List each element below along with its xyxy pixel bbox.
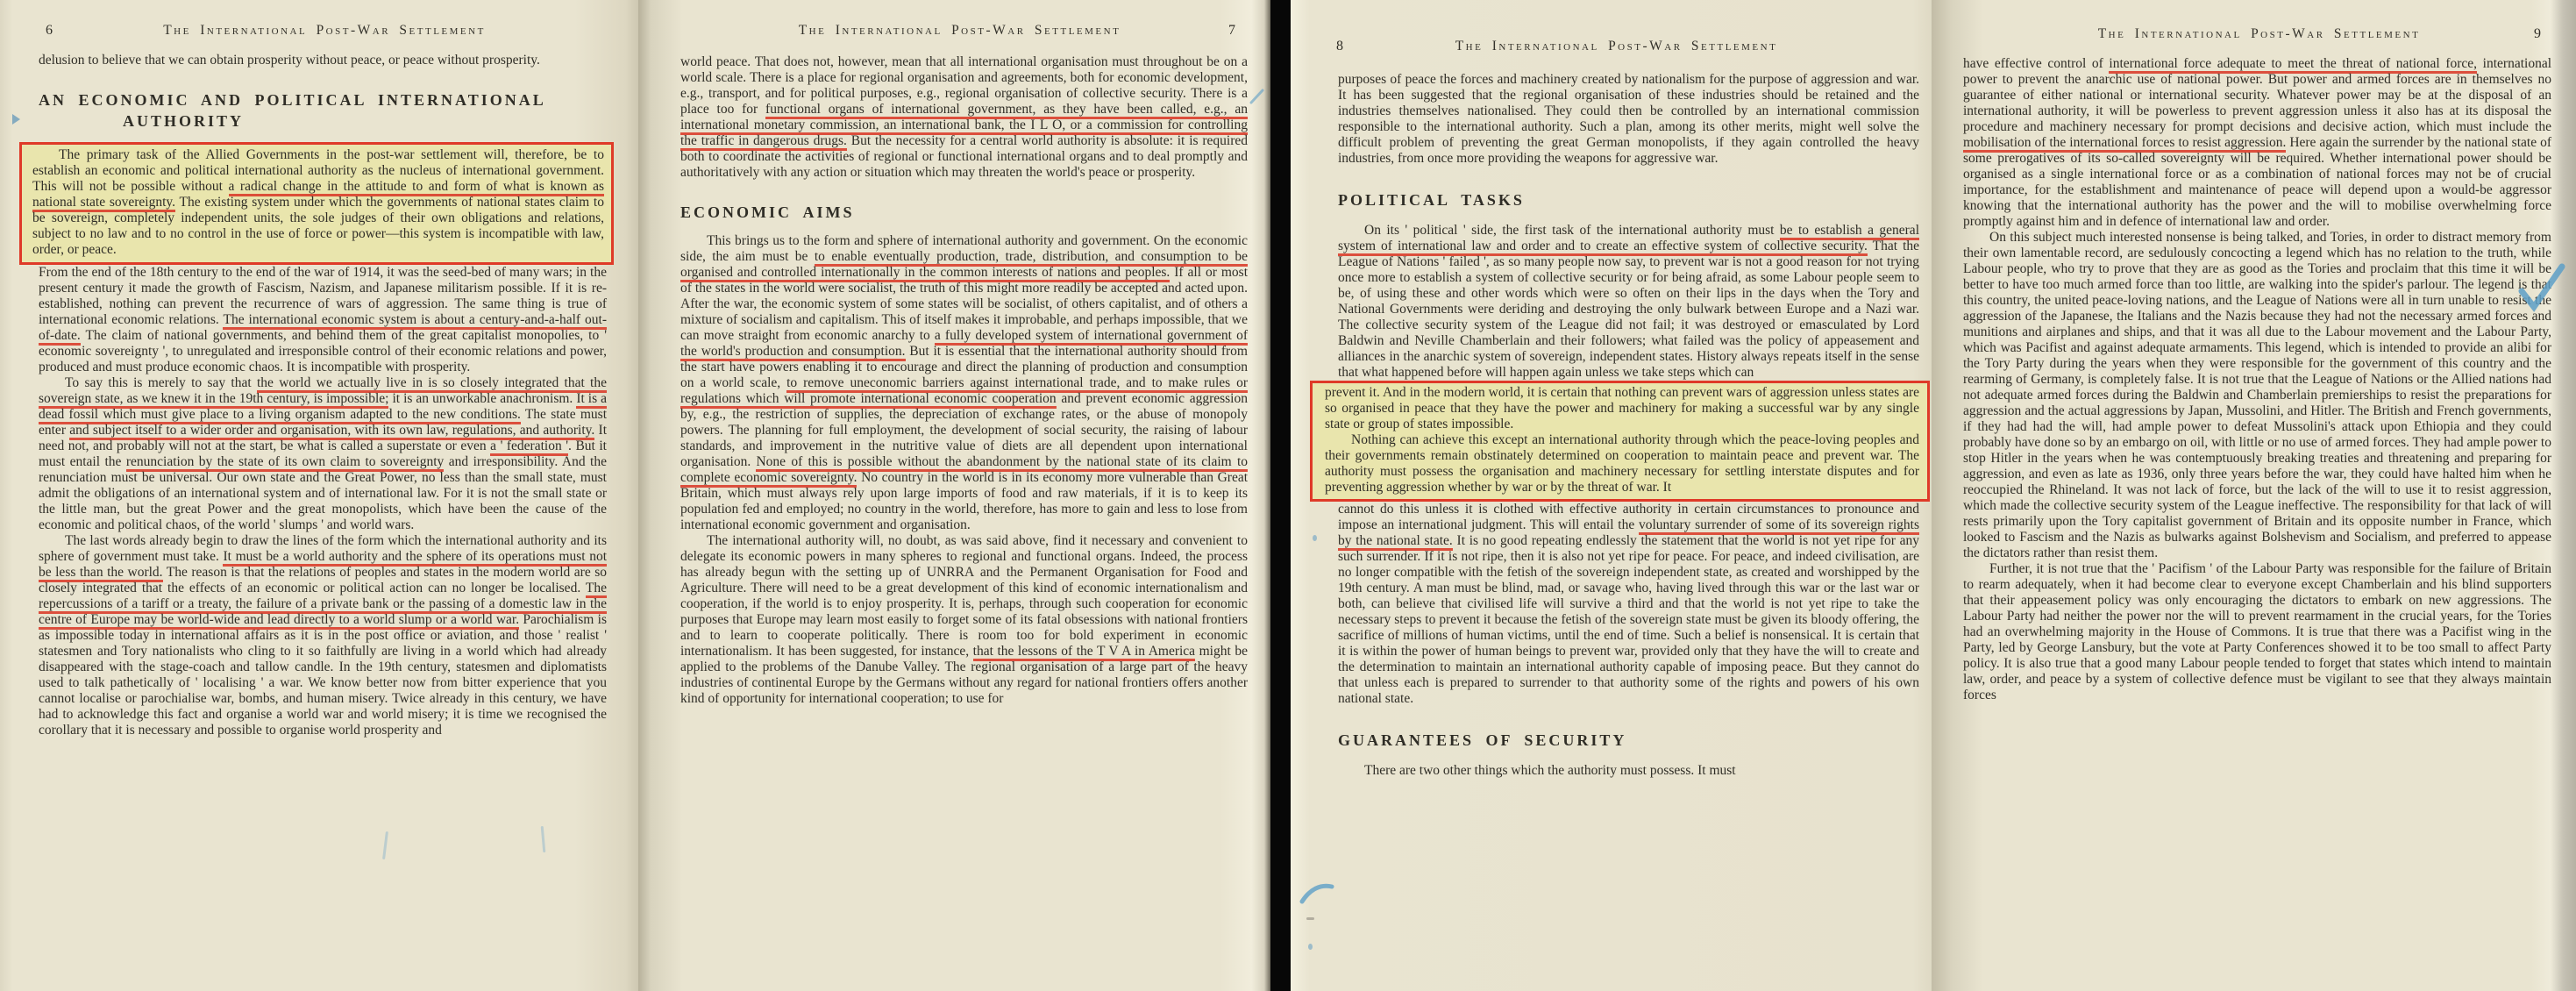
body-text-segment: world peace. That does not, however, mean that all international organisation must throughout be on a world scale. There is a place for regional organisation and agreements, both for economic development, e.g., transport, and for political purposes, e.g., regional organisation of collective security. There is a place too for [680,54,1248,117]
body-text-segment: delusion to believe that we can obtain prosperity without peace, or peace without prosperity. [39,53,540,68]
body-text-segment: Nothing can achieve this except an international authority through which the peace-loving peoples and their governments remain obstinately determined on cooperation to maintain peace and prevent war. The authority must possess the organisation and machinery necessary for settling interstate disputes and for preventing aggression whether by war or by the threat of war. It [1325,432,1919,495]
page-7 [638,0,1270,991]
red-underlined-phrase: a radical change in the attitude to and form of what is known as national state sovereignty. [32,179,604,212]
page-number: 9 [2534,26,2541,41]
body-text-segment: Parochialism is as impossible today in international affairs as it is in the post office or aviation, and those ' realist ' statesmen and Tory nationalists who cling to it so faithfully are living in a world which had already disappeared with the stage-coach and tallow candle. In the 19th century, statesmen and diplomatists used to talk pathetically of ' localising ' a war. We know better now from bitter experience that you cannot localise or parochialise war, bombs, and human misery. Twice already in this century, we have had to acknowledge this fact and organise a world war and world misery; it is time we recognised the corollary that it is necessary and possible to organise world prosperity and [39,612,607,738]
running-title: The International Post-War Settlement [2097,26,2421,41]
red-underlined-phrase: voluntary surrender of some of its sovereign rights by the national state. [1338,517,1919,551]
paragraph [1325,385,1919,432]
red-underlined-phrase: to enable eventually production, trade, distribution, and consumption to be organised and controlled internationally in the common interests of nations and peoples. [680,249,1248,282]
body-text-segment: This brings us to the form and sphere of international authority and government. On the economic side, the aim must be [680,233,1248,264]
red-underlined-phrase: be to establish a general system of international law and order and to create an effective system of collective security. [1338,223,1919,256]
red-underlined-phrase: the world we actually live in is so closely integrated that the sovereign state, as we knew it in the 19th century, is impossible; [39,375,607,409]
section-heading [1338,189,1919,210]
body-text-segment: The last words already begin to draw the lines of the form which the international authority and its sphere of government must take. [39,533,607,564]
red-underlined-phrase: and subject itself to a wider order and organisation, with its own law, regulations, and authority. [69,423,594,440]
paragraph [39,533,607,738]
paragraph [680,533,1248,707]
paragraph [680,54,1248,181]
red-underlined-phrase: to remove uneconomic barriers against international trade, and to make rules or regulations which will promote international economic cooperation [680,375,1248,409]
running-head [638,23,1270,39]
page-body [32,53,608,738]
body-text-segment: But it is essential that the international authority should from the start have powers enabling it to encourage and direct the planning of production and consumption on a world scale, [680,344,1248,390]
paragraph [39,53,607,68]
section-heading [39,89,607,132]
body-text-segment: it is an unworkable anachronism. [388,391,577,406]
body-text-segment: international power to prevent the anarchic use of national power. But power and armed forces are in themselves no guarantee of either national or international security. Whatever power may be at the disposal of an international authority, it will be powerless to prevent aggression unless it also has at its disposal the procedure and machinery necessary for prompt decisions and decisive action, which must include the [1963,56,2552,134]
paragraph [1963,561,2551,703]
red-underlined-phrase: mobilisation of the international forces to resist aggression. [1963,135,2286,153]
red-underlined-phrase: a fully developed system of international government of the world's production and consumption. [680,328,1248,361]
body-text-segment: . But it must entail the [39,438,607,469]
running-title: The International Post-War Settlement [798,23,1121,38]
paragraph [39,265,607,375]
page-body [1963,56,2551,703]
body-text-segment: On its ' political ' side, the first task of the international authority must [1364,223,1780,238]
body-text-segment: The international authority will, no doubt, as was said above, find it necessary and convenient to delegate its economic powers in many spheres to regional and functional organs. Indeed, the process has already begun with the setting up of UNRRA and the Permanent Organisation for Food and Agriculture. There will need to be a great development of this kind of economic internationalism and cooperation, if the world is to enjoy prosperity. It is, perhaps, through such cooperation for economic purposes that Europe may learn most easily to forget some of its fatal obsessions with national frontiers and to learn to cooperate politically. There is room too for bold experiment in economic internationalism. It has been suggested, for instance, [680,533,1248,659]
red-underlined-phrase: It is a dead fossil which must give place to a living organism adapted to the new conditions. [39,391,607,424]
paragraph [39,375,607,533]
page-6 [0,0,638,991]
red-underlined-phrase: international force adequate to meet the threat of national force, [2109,56,2477,74]
section-heading [1338,730,1919,751]
running-head [1932,26,2576,42]
body-text-segment: The claim of national governments, and behind them of the great capitalist monopolies, to ' economic sovereignty ', to unregulated and irresponsible control of their economic relations and power, produced and must produce economic chaos. It is incompatible with prosperity. [39,328,607,374]
red-underlined-phrase: functional organs of international government, as they have been called, e.g., an international monetary commission, an international bank, the I L O, or a commission for controlling the traffic in dangerous drugs. [680,102,1248,151]
red-underlined-phrase: It must be a world authority and the sphere of its operations must not be less than the world. [39,549,607,582]
page-body [680,54,1248,707]
red-highlight-box [19,142,614,265]
body-text-segment: and prevent economic aggression by, e.g., the restriction of supplies, the depreciation of exchange rates, or the abuse of monopoly powers. The planning for full employment, the development of social security, the raising of labour standards, and improvement in the nutritive value of diets are all dependent upon international organisation. [680,391,1248,469]
body-text-segment: cannot do this unless it is clothed with effective authority in certain circumstances to pronounce and impose an international judgment. This will entail the [1338,502,1919,532]
red-highlight-box [1310,381,1930,502]
red-underlined-phrase: The international economic system is about a century-and-a-half out-of-date. [39,312,607,346]
paragraph [1338,72,1919,167]
page-number: 6 [46,23,53,38]
body-text-segment: and irresponsibility. And the renunciation must be universal. Our own state and the Great Power, no less than the small state, must admit the obligations of an international system and of international law. For it is not the small state or the little man, but the great Power and the great monopolists, which have been the cause of the economic and political chaos, of the world ' slumps ' and world wars. [39,454,607,532]
section-heading-line: ECONOMIC AIMS [680,203,855,221]
section-heading-line: POLITICAL TASKS [1338,191,1525,209]
page-9 [1932,0,2576,991]
body-text-segment: The reason is that the relations of peoples and states in the modern world are so closely integrated that the effects of an economic or political action can no longer be localised. [39,565,607,595]
body-text-segment: That the League of Nations ' failed ', as so many people now say, to prevent war is not a good reason for not trying once more to establish a system of collective security or for being afraid, as some Labour people seem to be, of using these and other words which were so often on their lips in the days when the Tory and National Governments were deriding and destroying the only bulwark between Europe and a Nazi war. The collective security system of the League did not fail; it was destroyed or emasculated by Lord Baldwin and Neville Chamberlain and their followers; what failed was the policy of appeasement and alliances in the anarchic system of sovereign, independent states. History always repeats itself in the sense that what happened before will happen again unless we take steps which can [1338,239,1920,380]
body-text-segment: purposes of peace the forces and machinery created by nationalism for the purpose of aggression and war. It has been suggested that the regional organisation of these industries should be retained and the industries themselves nationalised. They could then be controlled by an international commission responsible to the international authority. Such a plan, among its other merits, might well solve the difficult problem of preventing the great German monopolists, if they again controlled the heavy industries, from once more providing the weapons for aggressive war. [1338,72,1919,166]
running-head [1291,39,1932,54]
body-text-segment: Further, it is not true that the ' Pacifism ' of the Labour Party was responsible for the failure of Britain to rearm adequately, when it had become clear to everyone except Chamberlain and his blind supporters that their appeasement policy was only encouraging the dictators to embark on new aggressions. The Labour Party had neither the power nor the will to prevent rearmament in the crucial years, for the Tories had an overwhelming majority in the House of Commons. It is true that there was a Pacifist wing in the Party, led by George Lansbury, but the vote at Party Conferences showed it to be too small to affect Party policy. It is also true that a good many Labour people tended to forget that states which intend to maintain law, order, and peace by a system of collective defence must be vigilant to see that they always maintain forces [1963,561,2551,702]
body-text-segment: From the end of the 18th century to the end of the war of 1914, it was the seed-bed of many wars; in the present century it made the growth of Fascism, Nazism, and Japanese militarism possible. If it is re-established, nothing can prevent the recurrence of wars of aggression. The same thing is true of international economic relations. [39,265,607,327]
paragraph [1325,432,1919,496]
page-number: 8 [1336,39,1343,53]
body-text-segment: The state must enter [39,407,608,438]
red-underlined-phrase: The repercussions of a tariff or a treaty, the failure of a private bank or the passing of a domestic law in the centre of Europe may be world-wide and lead directly to a world slump or a world war. [39,581,607,630]
red-underlined-phrase: that the lessons of the T V A in America [973,644,1195,661]
running-head [0,23,638,39]
section-heading-line: AN ECONOMIC AND POLITICAL INTERNATIONAL [39,91,546,109]
red-underlined-phrase: a ' federation ' [490,438,568,456]
body-text-segment: It need not, and probably will not at the start, be what is called a superstate or even [39,423,608,453]
body-text-segment: But the necessity for a central world authority is absolute: it is required both to coordinate the activities of regional or functional international organs and to deal promptly and authoritatively with any action or situation which may threaten the world's peace or prosperity. [680,133,1248,180]
running-title: The International Post-War Settlement [1455,39,1778,53]
section-heading-line: GUARANTEES OF SECURITY [1338,731,1627,749]
page-number: 7 [1228,23,1235,38]
paragraph [1338,502,1919,707]
body-text-segment: have effective control of [1963,56,2110,71]
paragraph [32,147,604,258]
body-text-segment: To say this is merely to say that [65,375,257,390]
body-text-segment: prevent it. And in the modern world, it is certain that nothing can prevent wars of aggression unless states are so organised in peace that they have the power and machinery for making a successful war by any single state or group of states impossible. [1325,385,1919,431]
red-underlined-phrase: None of this is possible without the abandonment by the national state of its claim to complete economic sovereignty. [680,454,1248,488]
body-text-segment: There are two other things which the authority must possess. It must [1364,763,1736,778]
paragraph [680,233,1248,533]
body-text-segment: If all or most of the states in the world were socialist, the truth of this might more readily be accepted and acted upon. After the war, the economic system of some states will be socialist, of others capitalist, and of others a mixture of socialism and capitalism. This of itself makes it improbable, and perhaps impossible, that we can move straight from economic anarchy to [680,265,1248,343]
paragraph [1338,763,1919,779]
body-text-segment: It is no good repeating endlessly the statement that the world is not yet ripe for any such surrender. If it is not ripe, then it is also not yet ripe for peace. For peace, and indeed civilisation, are no longer compatible with the fetish of the sovereign independent state, as created and worshipped by the 19th century. A man must be blind, mad, or savage who, having lived through this war or the last war or both, can believe that civilised life will survive a third and that the world is not yet ripe to take the necessary steps to prevent it because the fetish of the sovereign state must be given its bloody offering, the sacrifice of millions of human victims, until the end of time. Such a belief is nonsensical. It is certain that it is within the power of human beings to prevent war, provided only that they have the will to create and the determination to maintain an international authority capable of imposing peace. But they cannot do that unless each is prepared to surrender to that authority some of the rights and powers of his own national state. [1338,533,1919,706]
page-body [1325,72,1920,779]
red-underlined-phrase: renunciation by the state of its own claim to sovereignty [126,454,444,472]
paragraph [1338,223,1919,381]
section-heading-line: AUTHORITY [123,112,245,130]
body-text-segment: The primary task of the Allied Governments in the post-war settlement will, therefore, be to establish an economic and political international authority as the nucleus of international government. This will not be possible without [32,147,604,194]
paragraph [1963,56,2551,230]
body-text-segment: The existing system under which the governments of national states claim to be sovereign, completely independent units, the sole judges of their own obligations and relations, subject to no law and to no control in the use of force or power—this system is incompatible with law, order, or peace. [32,195,604,257]
body-text-segment: Here again the surrender by the national state of some prerogatives of its so-called sovereignty will be required. Whether international power should be organised as a single international force or as a combination of national forces may not be of crucial importance, for the establishment and maintenance of peace will depend upon a would-be aggressor knowing that the international authority has the power and the will to mobilise overwhelming force promptly against him and in defence of international law and order. [1963,135,2551,229]
body-text-segment: might be applied to the problems of the Danube Valley. The regional organisation of a large part of the heavy industries of continental Europe by the Germans without any regard for national frontiers offers another kind of opportunity for international cooperation; to use for [680,644,1248,706]
body-text-segment: On this subject much interested nonsense is being talked, and Tories, in order to distract memory from their own lamentable record, are sedulously concocting a legend which has no relation to the truth, while Labour people, who try to prove that they are as good as the Tories and proclaim that this time it will be better to have too much armed force than too little, are walking into the spider's parlour. The legend is that this country, the united peace-loving nations, and the League of Nations were all in turn unable to resist the aggression of the Japanese, the Italians and the Nazis because they had not the necessary armed forces and munitions and airplanes and ships, and that it was all due to the Labour movement and the Labour Party, which was Pacifist and against adequate armaments. This legend, which is intended to provide an alibi for the Tory Party during the years when they were responsible for the government of this country and the rearming of Germany, is completely false. It is not true that the League of Nations or the Allied nations had not adequate armed forces during the Baldwin and Chamberlain premierships to resist the preparations for aggression and the actual aggressions by Japan, Mussolini, and Hitler. The British and French governments, if they had had the will, had ample power to defeat Mussolini's attack upon Ethiopia and they could probably have done so by an embargo on oil, with little or no use of armed forces. They had ample power to stop Hitler in the years when he was contemptuously breaking treaties and threatening and preparing for aggression, and even as late as 1936, only three years before the war, they could have halted him when he reoccupied the Rhineland. It was not lack of force, but the lack of the will to use it to resist aggression, which made the collective security system of the League ineffective. The responsibility for that lack of will rests primarily upon the Tory capitalist government of Britain and its opposite number in France, which looked to Fascism and the Nazis as bulwarks against Bolshevism and Socialism, and preferred to appease the dictators rather than resist them. [1963,230,2551,560]
page-8 [1291,0,1932,991]
body-text-segment: No country in the world is in its economy more vulnerable than Great Britain, which must always rely upon large imports of food and raw materials, if it is to keep its population fed and employed; no country in the world, therefore, has more to gain and less to lose from international economic government and organisation. [680,470,1249,532]
section-heading [680,202,1248,223]
paragraph [1963,230,2551,561]
running-title: The International Post-War Settlement [163,23,486,38]
